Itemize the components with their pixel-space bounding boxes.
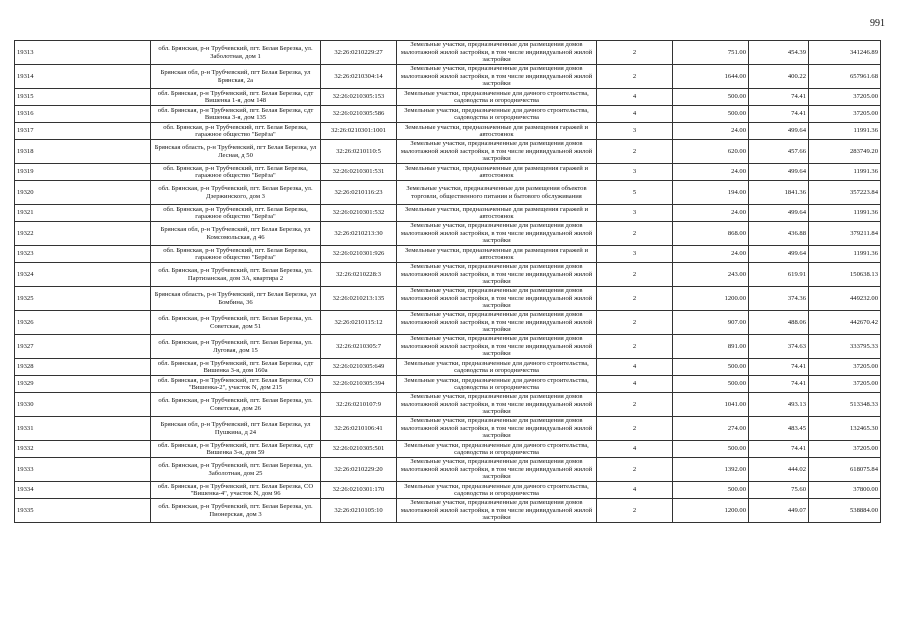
rate-cell: 74.41 [749,441,809,458]
address-cell: Брянская обл, р-н Трубчевский, пгт Белая Березка, ул Комсомольская, д 46 [151,222,321,246]
table-row [15,441,881,458]
table-row [15,335,881,359]
land-use-cell: Земельные участки, предназначенные для дачного строительства, садоводства и огородничества [397,441,597,458]
category-cell: 3 [597,246,673,263]
address-cell: обл. Брянская, р-н Трубчевский, пгт. Белая Березка, сдт Вишенка 3-я, дом 59 [151,441,321,458]
cadastral-value-cell: 37205.00 [809,359,881,376]
cadastral-value-cell: 442670.42 [809,311,881,335]
cadastral-value-cell: 618075.84 [809,458,881,482]
area-cell: 500.00 [673,441,749,458]
area-cell: 24.00 [673,205,749,222]
row-number-cell: 19335 [15,499,151,523]
table-row [15,482,881,499]
area-cell: 24.00 [673,246,749,263]
row-number-cell: 19317 [15,123,151,140]
cadastral-number-cell: 32:26:0210301:170 [321,482,397,499]
category-cell: 3 [597,205,673,222]
table-row [15,222,881,246]
category-cell: 4 [597,441,673,458]
category-cell: 2 [597,263,673,287]
area-cell: 1041.00 [673,393,749,417]
land-use-cell: Земельные участки, предназначенные для размещения домов малоэтажной жилой застройки, в том числе индивидуальной жилой застройки [397,499,597,523]
rate-cell: 499.64 [749,123,809,140]
rate-cell: 75.60 [749,482,809,499]
land-use-cell: Земельные участки, предназначенные для дачного строительства, садоводства и огородничества [397,376,597,393]
rate-cell: 457.66 [749,140,809,164]
cadastral-number-cell: 32:26:0210107:9 [321,393,397,417]
area-cell: 500.00 [673,482,749,499]
land-use-cell: Земельные участки, предназначенные для размещения гаражей и автостоянок [397,123,597,140]
category-cell: 2 [597,287,673,311]
cadastral-number-cell: 32:26:0210301:532 [321,205,397,222]
rate-cell: 374.63 [749,335,809,359]
rate-cell: 454.39 [749,41,809,65]
cadastral-value-cell: 37205.00 [809,376,881,393]
address-cell: Брянская область, р-н Трубчевский, пгт Белая Березка, ул Бомбина, 36 [151,287,321,311]
table-row [15,311,881,335]
table-row [15,458,881,482]
category-cell: 4 [597,106,673,123]
rate-cell: 493.13 [749,393,809,417]
land-use-cell: Земельные участки, предназначенные для размещения домов малоэтажной жилой застройки, в том числе индивидуальной жилой застройки [397,458,597,482]
cadastral-number-cell: 32:26:0210301:531 [321,164,397,181]
cadastral-number-cell: 32:26:0210115:12 [321,311,397,335]
category-cell: 2 [597,499,673,523]
rate-cell: 74.41 [749,106,809,123]
cadastral-value-cell: 132465.30 [809,417,881,441]
cadastral-number-cell: 32:26:0210116:23 [321,181,397,205]
land-use-cell: Земельные участки, предназначенные для размещения домов малоэтажной жилой застройки, в том числе индивидуальной жилой застройки [397,335,597,359]
row-number-cell: 19329 [15,376,151,393]
area-cell: 24.00 [673,123,749,140]
rate-cell: 74.41 [749,359,809,376]
cadastral-number-cell: 32:26:0210305:394 [321,376,397,393]
cadastral-number-cell: 32:26:0210305:586 [321,106,397,123]
address-cell: обл. Брянская, р-н Трубчевский, пгт. Белая Березка, гаражное общество "Берёза" [151,205,321,222]
land-use-cell: Земельные участки, предназначенные для размещения объектов торговли, общественного питания и бытового обслуживания [397,181,597,205]
category-cell: 4 [597,376,673,393]
land-use-cell: Земельные участки, предназначенные для размещения домов малоэтажной жилой застройки, в том числе индивидуальной жилой застройки [397,311,597,335]
category-cell: 2 [597,311,673,335]
row-number-cell: 19331 [15,417,151,441]
cadastral-number-cell: 32:26:0210304:14 [321,65,397,89]
address-cell: обл. Брянская, р-н Трубчевский, пгт. Белая Березка, гаражное общество "Берёза" [151,164,321,181]
table-row [15,106,881,123]
cadastral-number-cell: 32:26:0210305:7 [321,335,397,359]
page-number: 991 [870,18,885,29]
table-row [15,181,881,205]
row-number-cell: 19318 [15,140,151,164]
row-number-cell: 19327 [15,335,151,359]
area-cell: 907.00 [673,311,749,335]
table-row [15,263,881,287]
table-row [15,123,881,140]
address-cell: обл. Брянская, р-н Трубчевский, пгт. Белая Березка, СО "Вишенка-4", участок N, дом 96 [151,482,321,499]
row-number-cell: 19322 [15,222,151,246]
table-row [15,41,881,65]
land-use-cell: Земельные участки, предназначенные для размещения домов малоэтажной жилой застройки, в том числе индивидуальной жилой застройки [397,287,597,311]
address-cell: обл. Брянская, р-н Трубчевский, пгт. Белая Березка, сдт Вишенка 1-я, дом 148 [151,89,321,106]
row-number-cell: 19333 [15,458,151,482]
row-number-cell: 19325 [15,287,151,311]
category-cell: 2 [597,417,673,441]
address-cell: обл. Брянская, р-н Трубчевский, пгт. Белая Березка, сдт Вишенка 3-я, дом 135 [151,106,321,123]
rate-cell: 483.45 [749,417,809,441]
cadastral-number-cell: 32:26:0210305:501 [321,441,397,458]
table-row [15,499,881,523]
row-number-cell: 19328 [15,359,151,376]
cadastral-number-cell: 32:26:0210106:41 [321,417,397,441]
table-row [15,140,881,164]
table-row [15,205,881,222]
address-cell: обл. Брянская, р-н Трубчевский, пгт. Белая Березка, СО "Вишенка-2", участок N, дом 215 [151,376,321,393]
category-cell: 2 [597,222,673,246]
area-cell: 868.00 [673,222,749,246]
cadastral-number-cell: 32:26:0210229:27 [321,41,397,65]
address-cell: обл. Брянская, р-н Трубчевский, пгт. Белая Березка, гаражное общество "Берёза" [151,246,321,263]
cadastral-value-cell: 357223.84 [809,181,881,205]
cadastral-number-cell: 32:26:0210105:10 [321,499,397,523]
address-cell: обл. Брянская, р-н Трубчевский, пгт. Белая Березка, ул. Партизанская, дом 3А, квартира 2 [151,263,321,287]
land-use-cell: Земельные участки, предназначенные для размещения гаражей и автостоянок [397,246,597,263]
category-cell: 3 [597,164,673,181]
table-row [15,393,881,417]
cadastral-number-cell: 32:26:0210213:30 [321,222,397,246]
row-number-cell: 19320 [15,181,151,205]
address-cell: обл. Брянская, р-н Трубчевский, пгт. Белая Березка, ул. Советская, дом 51 [151,311,321,335]
cadastral-number-cell: 32:26:0210305:649 [321,359,397,376]
land-use-cell: Земельные участки, предназначенные для размещения домов малоэтажной жилой застройки, в том числе индивидуальной жилой застройки [397,263,597,287]
cadastral-value-cell: 150638.13 [809,263,881,287]
row-number-cell: 19326 [15,311,151,335]
land-use-cell: Земельные участки, предназначенные для дачного строительства, садоводства и огородничества [397,89,597,106]
cadastral-value-cell: 333795.33 [809,335,881,359]
address-cell: обл. Брянская, р-н Трубчевский, пгт. Белая Березка, ул. Заболотная, дом 25 [151,458,321,482]
rate-cell: 449.07 [749,499,809,523]
category-cell: 2 [597,65,673,89]
cadastral-value-cell: 11991.36 [809,123,881,140]
category-cell: 4 [597,359,673,376]
row-number-cell: 19332 [15,441,151,458]
category-cell: 4 [597,482,673,499]
cadastral-value-cell: 11991.36 [809,164,881,181]
rate-cell: 499.64 [749,205,809,222]
area-cell: 1392.00 [673,458,749,482]
category-cell: 5 [597,181,673,205]
area-cell: 620.00 [673,140,749,164]
land-use-cell: Земельные участки, предназначенные для размещения домов малоэтажной жилой застройки, в том числе индивидуальной жилой застройки [397,393,597,417]
table-row [15,376,881,393]
land-use-cell: Земельные участки, предназначенные для дачного строительства, садоводства и огородничества [397,482,597,499]
land-use-cell: Земельные участки, предназначенные для дачного строительства, садоводства и огородничества [397,106,597,123]
category-cell: 4 [597,89,673,106]
cadastral-value-cell: 449232.00 [809,287,881,311]
address-cell: Брянская обл, р-н Трубчевский, пгт Белая Березка, ул Пушкина, д 24 [151,417,321,441]
table-row [15,246,881,263]
address-cell: обл. Брянская, р-н Трубчевский, пгт. Белая Березка, ул. Луговая, дом 15 [151,335,321,359]
land-use-cell: Земельные участки, предназначенные для размещения гаражей и автостоянок [397,205,597,222]
address-cell: обл. Брянская, р-н Трубчевский, пгт. Белая Березка, ул. Советская, дом 26 [151,393,321,417]
rate-cell: 400.22 [749,65,809,89]
category-cell: 2 [597,41,673,65]
address-cell: обл. Брянская, р-н Трубчевский, пгт. Белая Березка, ул. Заболотная, дом 1 [151,41,321,65]
cadastral-number-cell: 32:26:0210228:3 [321,263,397,287]
row-number-cell: 19314 [15,65,151,89]
area-cell: 24.00 [673,164,749,181]
address-cell: обл. Брянская, р-н Трубчевский, пгт. Белая Березка, гаражное общество "Берёза" [151,123,321,140]
cadastral-value-cell: 513348.33 [809,393,881,417]
land-use-cell: Земельные участки, предназначенные для размещения домов малоэтажной жилой застройки, в том числе индивидуальной жилой застройки [397,65,597,89]
area-cell: 500.00 [673,89,749,106]
cadastral-number-cell: 32:26:0210301:1001 [321,123,397,140]
area-cell: 500.00 [673,376,749,393]
table-row [15,417,881,441]
table-row [15,65,881,89]
category-cell: 2 [597,458,673,482]
rate-cell: 499.64 [749,164,809,181]
row-number-cell: 19323 [15,246,151,263]
area-cell: 194.00 [673,181,749,205]
area-cell: 243.00 [673,263,749,287]
table-row [15,89,881,106]
land-use-cell: Земельные участки, предназначенные для размещения домов малоэтажной жилой застройки, в том числе индивидуальной жилой застройки [397,41,597,65]
rate-cell: 499.64 [749,246,809,263]
cadastral-number-cell: 32:26:0210229:20 [321,458,397,482]
rate-cell: 488.06 [749,311,809,335]
area-cell: 274.00 [673,417,749,441]
table-row [15,287,881,311]
land-use-cell: Земельные участки, предназначенные для дачного строительства, садоводства и огородничества [397,359,597,376]
land-use-cell: Земельные участки, предназначенные для размещения домов малоэтажной жилой застройки, в том числе индивидуальной жилой застройки [397,222,597,246]
area-cell: 1200.00 [673,287,749,311]
area-cell: 891.00 [673,335,749,359]
address-cell: Брянская обл, р-н Трубчевский, пгт Белая Березка, ул Брянская, 2а [151,65,321,89]
cadastral-number-cell: 32:26:0210110:5 [321,140,397,164]
row-number-cell: 19313 [15,41,151,65]
address-cell: обл. Брянская, р-н Трубчевский, пгт. Белая Березка, ул. Дзержинского, дом 3 [151,181,321,205]
row-number-cell: 19321 [15,205,151,222]
table-body [15,41,881,523]
area-cell: 751.00 [673,41,749,65]
land-use-cell: Земельные участки, предназначенные для размещения домов малоэтажной жилой застройки, в том числе индивидуальной жилой застройки [397,417,597,441]
cadastral-value-cell: 657961.68 [809,65,881,89]
row-number-cell: 19330 [15,393,151,417]
rate-cell: 1841.36 [749,181,809,205]
rate-cell: 619.91 [749,263,809,287]
cadastral-number-cell: 32:26:0210301:926 [321,246,397,263]
cadastral-value-cell: 11991.36 [809,205,881,222]
row-number-cell: 19319 [15,164,151,181]
rate-cell: 374.36 [749,287,809,311]
cadastral-value-cell: 11991.36 [809,246,881,263]
category-cell: 2 [597,393,673,417]
area-cell: 1644.00 [673,65,749,89]
area-cell: 500.00 [673,106,749,123]
category-cell: 2 [597,335,673,359]
area-cell: 1200.00 [673,499,749,523]
cadastral-value-cell: 538884.00 [809,499,881,523]
row-number-cell: 19315 [15,89,151,106]
land-use-cell: Земельные участки, предназначенные для размещения домов малоэтажной жилой застройки, в том числе индивидуальной жилой застройки [397,140,597,164]
cadastral-value-cell: 37205.00 [809,441,881,458]
address-cell: Брянская область, р-н Трубчевский, пгт Белая Березка, ул Лесная, д 50 [151,140,321,164]
cadastral-value-cell: 283749.20 [809,140,881,164]
address-cell: обл. Брянская, р-н Трубчевский, пгт. Белая Березка, сдт Вишенка 3-я, дом 160а [151,359,321,376]
category-cell: 2 [597,140,673,164]
cadastral-value-cell: 37205.00 [809,89,881,106]
cadastral-value-cell: 37205.00 [809,106,881,123]
area-cell: 500.00 [673,359,749,376]
table-row [15,359,881,376]
row-number-cell: 19324 [15,263,151,287]
cadastral-number-cell: 32:26:0210305:153 [321,89,397,106]
rate-cell: 444.02 [749,458,809,482]
cadastral-value-cell: 379211.84 [809,222,881,246]
category-cell: 3 [597,123,673,140]
rate-cell: 74.41 [749,89,809,106]
address-cell: обл. Брянская, р-н Трубчевский, пгт. Белая Березка, ул. Пионерская, дом 3 [151,499,321,523]
cadastral-value-cell: 37800.00 [809,482,881,499]
cadastral-number-cell: 32:26:0210213:135 [321,287,397,311]
rate-cell: 74.41 [749,376,809,393]
land-use-cell: Земельные участки, предназначенные для размещения гаражей и автостоянок [397,164,597,181]
row-number-cell: 19316 [15,106,151,123]
rate-cell: 436.88 [749,222,809,246]
row-number-cell: 19334 [15,482,151,499]
table-row [15,164,881,181]
cadastral-value-cell: 341246.89 [809,41,881,65]
cadastral-value-table [14,40,881,523]
